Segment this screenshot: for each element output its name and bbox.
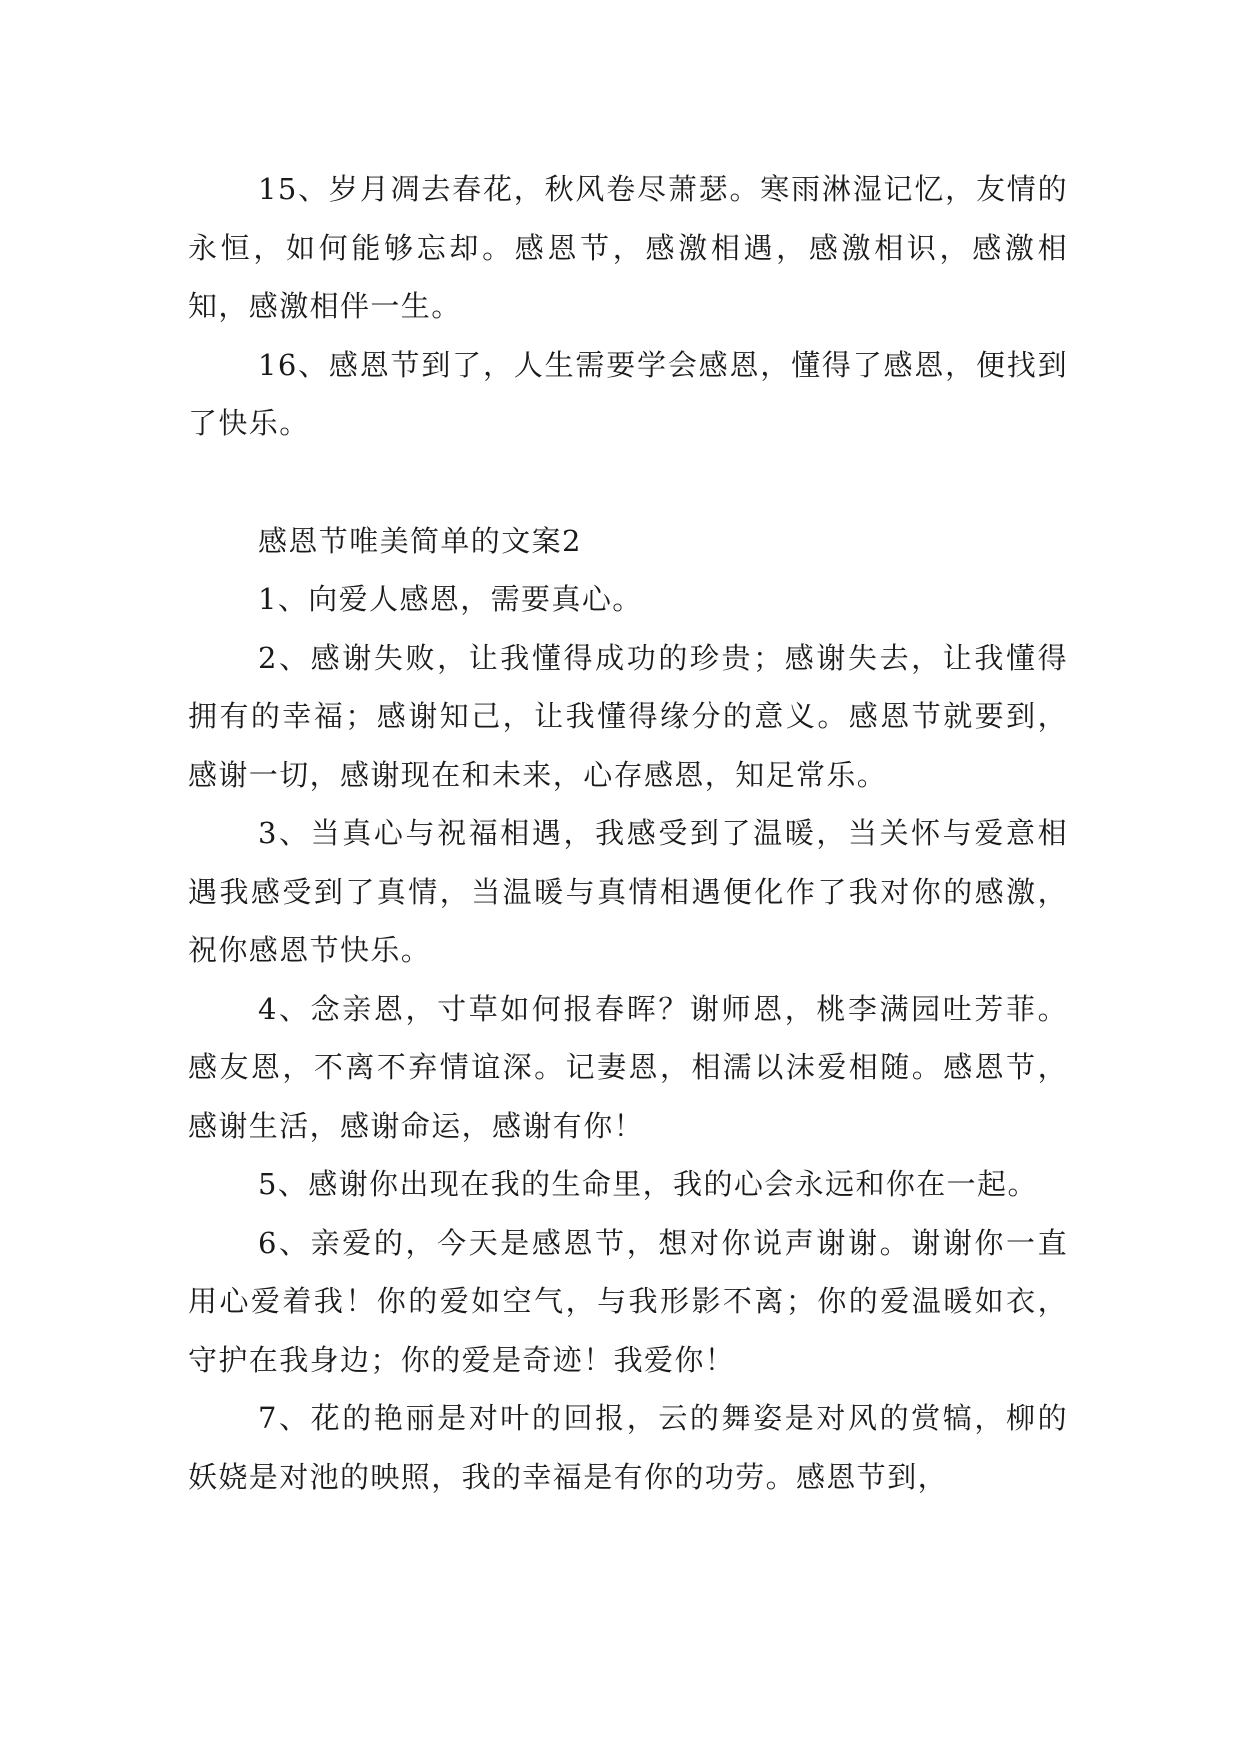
paragraph-15: 15、岁月凋去春花，秋风卷尽萧瑟。寒雨淋湿记忆，友情的永恒，如何能够忘却。感恩节，感激相遇，感激相识，感激相知，感激相伴一生。 — [188, 172, 1068, 323]
document-body — [188, 160, 1068, 1506]
paragraph-5: 5、感谢你出现在我的生命里，我的心会永远和你在一起。 — [258, 1167, 1038, 1201]
paragraph-1: 1、向爱人感恩，需要真心。 — [258, 582, 643, 616]
section-title: 感恩节唯美简单的文案2 — [258, 523, 582, 558]
paragraph-6: 6、亲爱的，今天是感恩节，想对你说声谢谢。谢谢你一直用心爱着我！你的爱如空气，与我形影不离；你的爱温暖如衣，守护在我身边；你的爱是奇迹！我爱你！ — [188, 1225, 1068, 1377]
paragraph-16: 16、感恩节到了，人生需要学会感恩，懂得了感恩，便找到了快乐。 — [188, 347, 1068, 440]
paragraph-4: 4、念亲恩，寸草如何报春晖？谢师恩，桃李满园吐芳菲。感友恩，不离不弃情谊深。记妻恩，相濡以沫爱相随。感恩节，感谢生活，感谢命运，感谢有你！ — [188, 991, 1068, 1143]
section-spacer — [188, 453, 1068, 512]
paragraph-3: 3、当真心与祝福相遇，我感受到了温暖，当关怀与爱意相遇我感受到了真情，当温暖与真情相遇便化作了我对你的感激，祝你感恩节快乐。 — [188, 816, 1068, 967]
paragraph-2: 2、感谢失败，让我懂得成功的珍贵；感谢失去，让我懂得拥有的幸福；感谢知己，让我懂得缘分的意义。感恩节就要到，感谢一切，感谢现在和未来，心存感恩，知足常乐。 — [188, 640, 1068, 792]
paragraph-7: 7、花的艳丽是对叶的回报，云的舞姿是对风的赏犒，柳的妖娆是对池的映照，我的幸福是有你的功劳。感恩节到， — [188, 1401, 1068, 1494]
